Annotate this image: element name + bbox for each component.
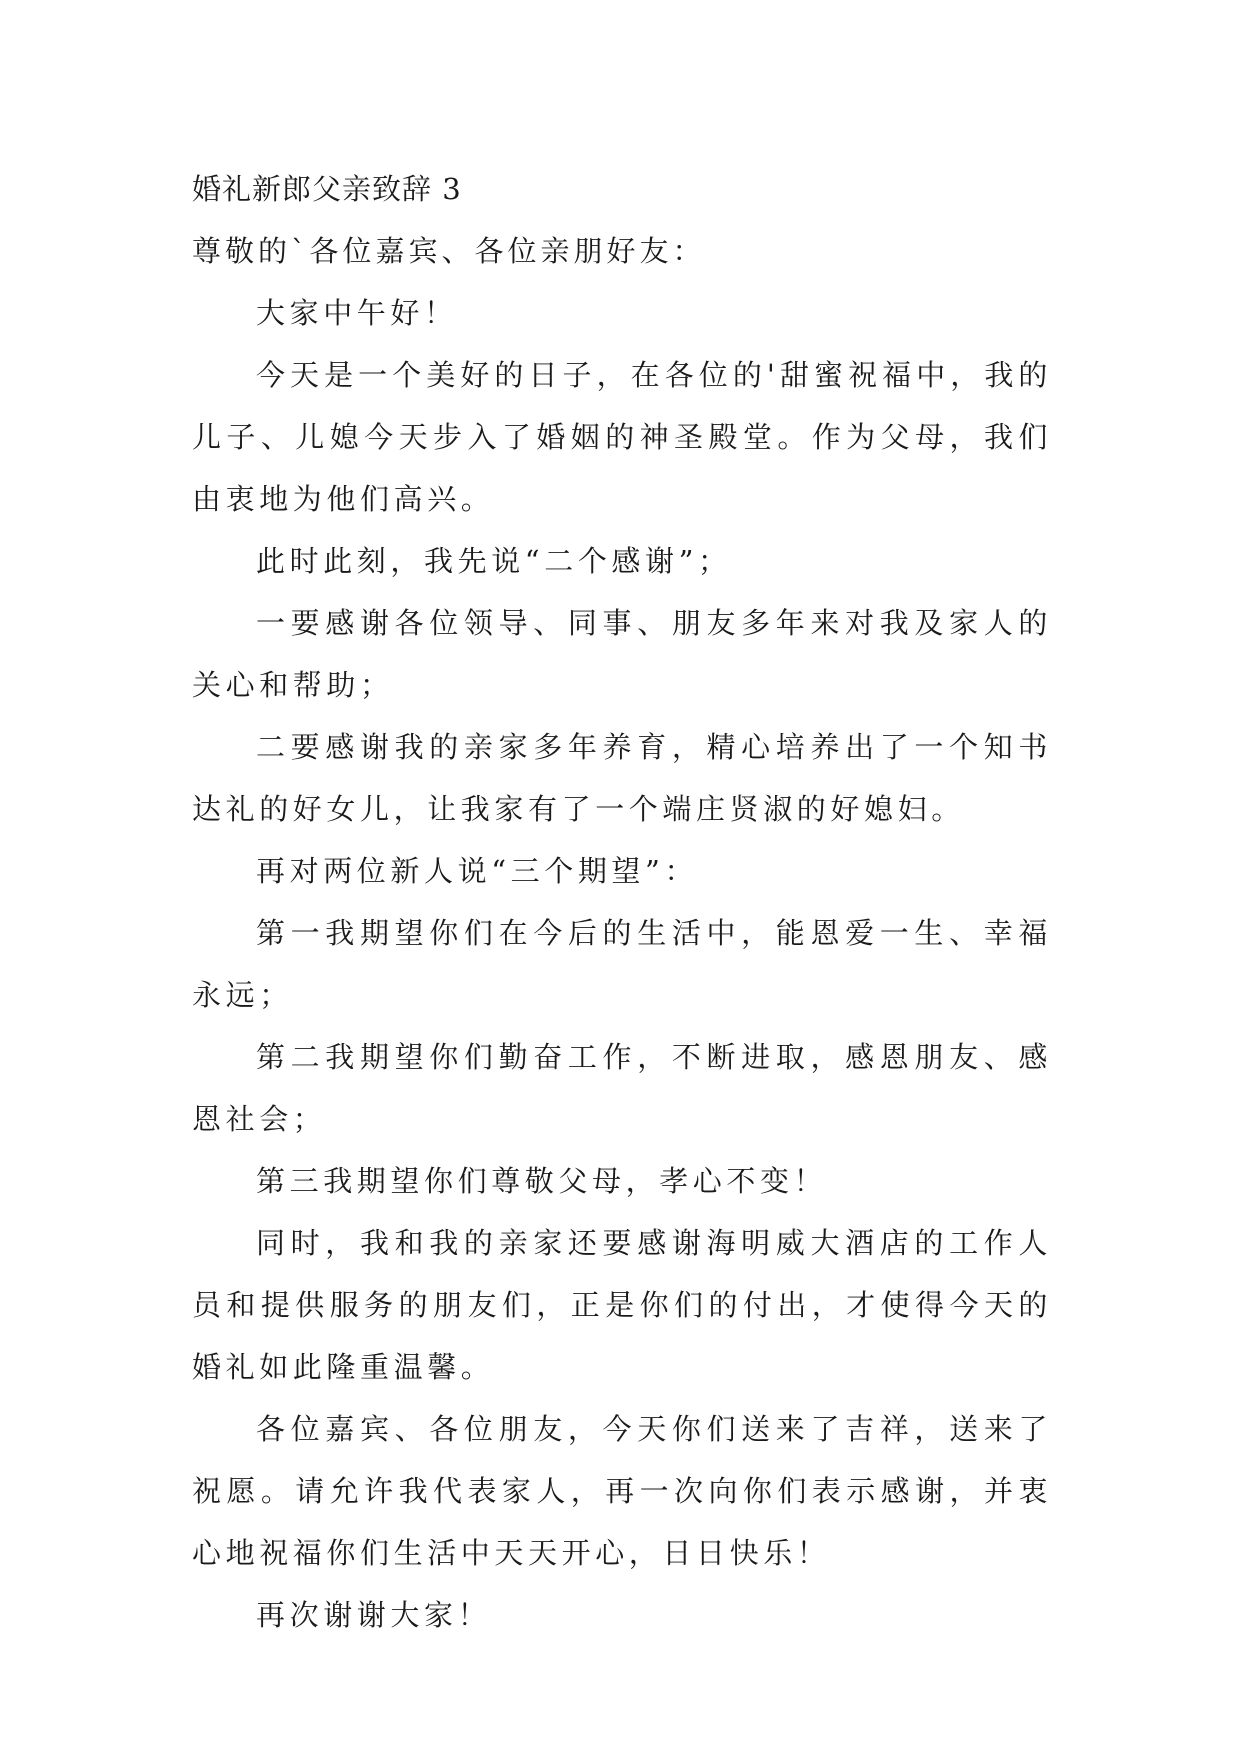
paragraph-thanks-one: 一要感谢各位领导、同事、朋友多年来对我及家人的关心和帮助； xyxy=(192,606,1052,702)
paragraph-greeting: 大家中午好！ xyxy=(256,296,458,330)
document-page xyxy=(192,158,1052,1646)
paragraph-closing-blessing: 各位嘉宾、各位朋友，今天你们送来了吉祥，送来了祝愿。请允许我代表家人，再一次向你们表示感谢，并衷心地祝福你们生活中天天开心，日日快乐！ xyxy=(192,1412,1052,1570)
paragraph-three-hopes-intro: 再对两位新人说“三个期望”： xyxy=(256,854,699,888)
paragraph-hope-three: 第三我期望你们尊敬父母，孝心不变！ xyxy=(256,1164,828,1198)
document-title: 婚礼新郎父亲致辞 3 xyxy=(192,172,462,206)
paragraph-hope-one: 第一我期望你们在今后的生活中，能恩爱一生、幸福永远； xyxy=(192,916,1052,1012)
salutation: 尊敬的`各位嘉宾、各位亲朋好友： xyxy=(192,234,706,268)
paragraph-final-thanks: 再次谢谢大家！ xyxy=(256,1598,492,1632)
paragraph-thanks-two: 二要感谢我的亲家多年养育，精心培养出了一个知书达礼的好女儿，让我家有了一个端庄贤淑的好媳妇。 xyxy=(192,730,1052,826)
paragraph-opening: 今天是一个美好的日子，在各位的'甜蜜祝福中，我的儿子、儿媳今天步入了婚姻的神圣殿堂。作为父母，我们由衷地为他们高兴。 xyxy=(192,358,1052,516)
paragraph-hope-two: 第二我期望你们勤奋工作，不断进取，感恩朋友、感恩社会； xyxy=(192,1040,1052,1136)
paragraph-two-thanks-intro: 此时此刻，我先说“二个感谢”； xyxy=(256,544,732,578)
paragraph-hotel-thanks: 同时，我和我的亲家还要感谢海明威大酒店的工作人员和提供服务的朋友们，正是你们的付出，才使得今天的婚礼如此隆重温馨。 xyxy=(192,1226,1052,1384)
